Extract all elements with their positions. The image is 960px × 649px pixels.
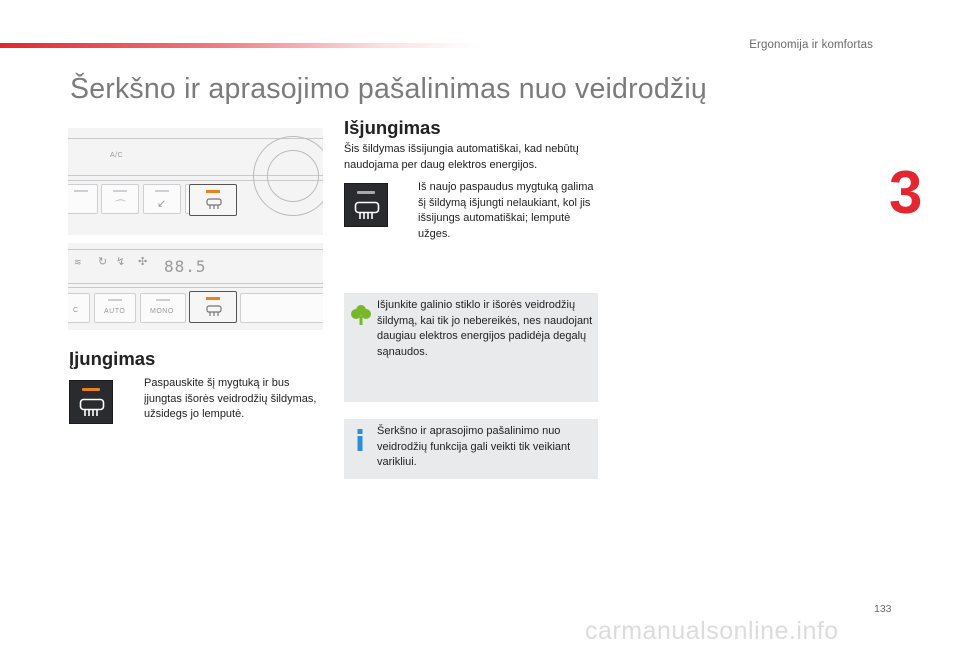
mono-panel-button bbox=[140, 293, 186, 323]
recirculation-icon: ↻ bbox=[98, 256, 108, 268]
cut-label: C bbox=[73, 307, 79, 314]
panel-button bbox=[68, 293, 90, 323]
rear-defrost-icon: ≋ bbox=[74, 257, 82, 267]
ac-label: A/C bbox=[110, 152, 124, 159]
header-stripe bbox=[0, 43, 480, 48]
mirror-defrost-button-on-image bbox=[69, 380, 113, 424]
ijungimas-text: Paspauskite šį mygtuką ir bus įjungtas išorės veidrodžių šildymas, užsidegs jo lemputė. bbox=[144, 377, 317, 420]
display-digits: 88.5 bbox=[164, 257, 207, 276]
mirror-defrost-button-off-image bbox=[344, 183, 388, 227]
mirror-defrost-panel-button bbox=[189, 291, 237, 323]
ijungimas-heading: Įjungimas bbox=[69, 348, 156, 369]
isjungimas-heading: Išjungimas bbox=[344, 117, 441, 138]
mirror-heat-icon bbox=[206, 198, 222, 210]
page-title: Šerkšno ir aprasojimo pašalinimas nuo veidrodžių bbox=[70, 73, 707, 105]
indicator-lamp-off bbox=[357, 191, 375, 194]
eco-note bbox=[344, 293, 598, 402]
isjungimas-text: Iš naujo paspaudus mygtuką galima šį šildymą išjungti nelaukiant, kol jis išsijungs automatiškai; lemputė užges. bbox=[418, 181, 594, 240]
info-note bbox=[344, 419, 598, 479]
mirror-defrost-panel-button bbox=[189, 184, 237, 216]
climate-panel-illustration-bottom bbox=[68, 243, 323, 330]
air-distribution-icon: ↯ bbox=[116, 256, 126, 268]
page-number: 133 bbox=[874, 603, 892, 615]
mirror-heat-icon bbox=[354, 201, 380, 221]
section-header: Ergonomija ir komfortas bbox=[749, 39, 873, 51]
mirror-heat-icon bbox=[79, 398, 105, 418]
indicator-lamp-on bbox=[82, 388, 100, 391]
seat-air-icon: ↙ bbox=[157, 198, 167, 210]
eco-tree-icon bbox=[351, 304, 371, 326]
temperature-knob-inner bbox=[267, 150, 319, 202]
auto-panel-button bbox=[94, 293, 136, 323]
eco-note-text: Išjunkite galinio stiklo ir išorės veidrodžių šildymą, kai tik jo nebereikės, nes naudojant daugiau elektros energijos padidėja degalų sąnaudos. bbox=[377, 299, 593, 358]
watermark: carmanualsonline.info bbox=[585, 617, 839, 645]
auto-label: AUTO bbox=[104, 308, 126, 315]
mirror-heat-icon bbox=[206, 305, 222, 317]
panel-button bbox=[240, 293, 323, 323]
panel-button bbox=[101, 184, 139, 214]
panel-button bbox=[68, 184, 98, 214]
info-icon bbox=[355, 429, 365, 451]
chapter-number: 3 bbox=[889, 159, 923, 226]
isjungimas-intro: Šis šildymas išsijungia automatiškai, kad nebūtų naudojama per daug elektros energijos. bbox=[344, 143, 579, 171]
mono-label: MONO bbox=[150, 308, 174, 315]
windscreen-air-icon: ⌒ bbox=[115, 200, 126, 212]
climate-panel-illustration-top bbox=[68, 128, 323, 235]
info-note-text: Šerkšno ir aprasojimo pašalinimo nuo veidrodžių funkcija gali veikti tik veikiant varikliui. bbox=[377, 425, 571, 468]
fan-icon: ✣ bbox=[138, 256, 148, 268]
panel-button bbox=[143, 184, 181, 214]
